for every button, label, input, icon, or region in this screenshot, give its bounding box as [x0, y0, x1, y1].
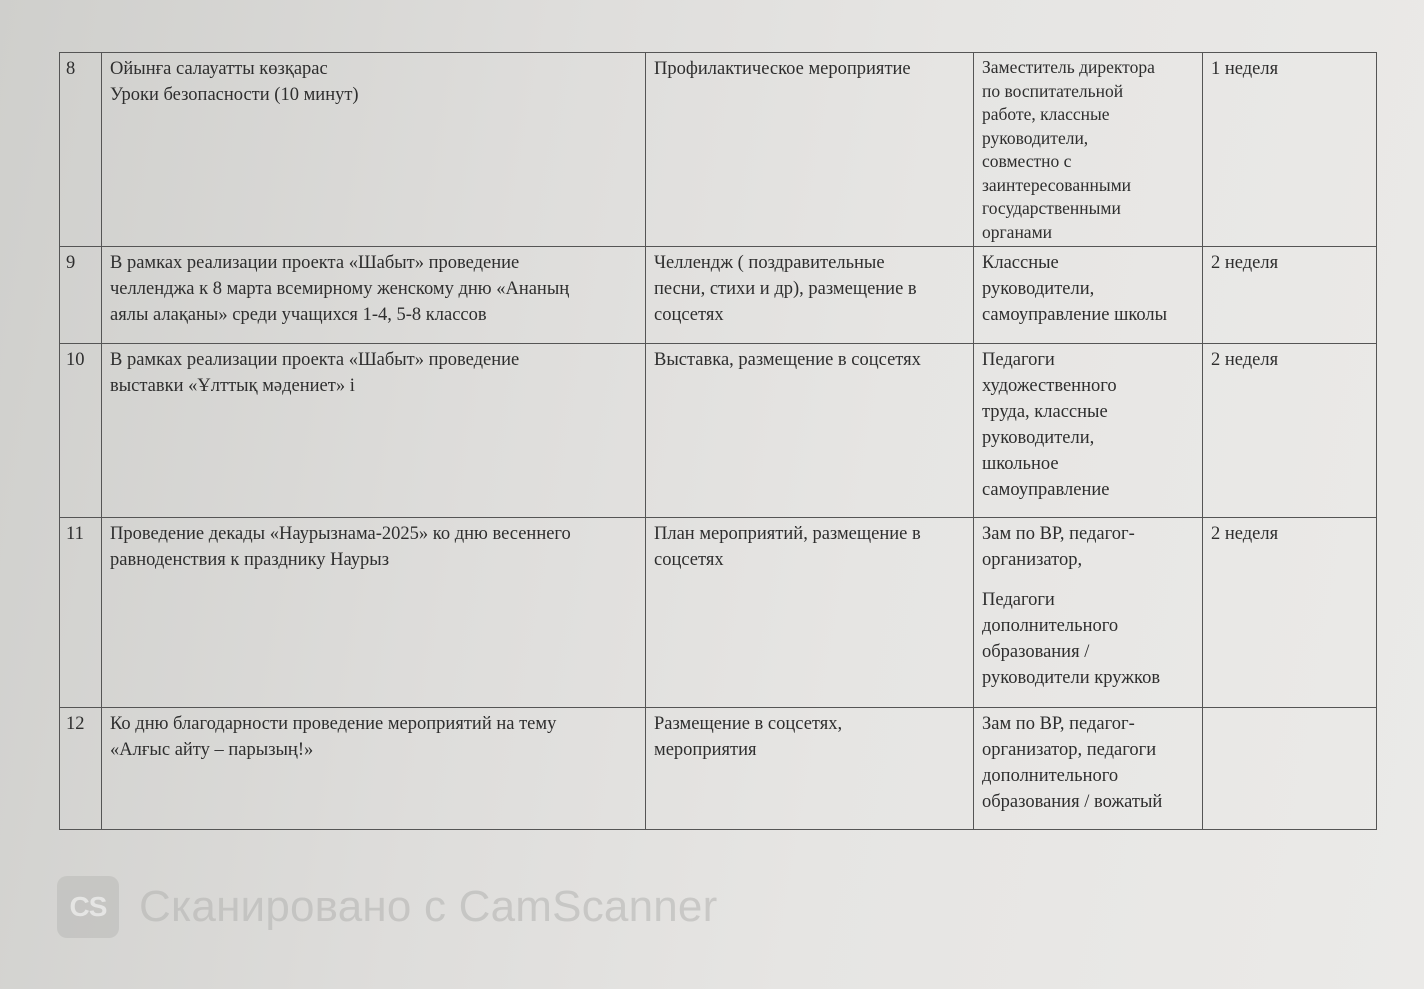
event-title: Ко дню благодарности проведение мероприятий на тему «Алғыс айту – парызың!»	[102, 708, 646, 830]
camscanner-logo-icon	[57, 876, 119, 938]
responsible-persons: Педагоги художественного труда, классные руководители, школьное самоуправление	[974, 344, 1203, 518]
event-term: 2 неделя	[1203, 247, 1377, 344]
table-row	[60, 53, 1377, 247]
table-row	[60, 344, 1377, 518]
events-plan-table	[59, 52, 1377, 830]
watermark-label: Сканировано с CamScanner	[139, 882, 718, 931]
event-title: Проведение декады «Наурызнама-2025» ко дню весеннего равноденствия к празднику Наурыз	[102, 518, 646, 708]
row-number: 10	[60, 344, 102, 518]
event-form: Профилактическое мероприятие	[646, 53, 974, 247]
event-title: Ойынға салауатты көзқарас Уроки безопасности (10 минут)	[102, 53, 646, 247]
event-term: 1 неделя	[1203, 53, 1377, 247]
event-term: 2 неделя	[1203, 518, 1377, 708]
event-form: Челлендж ( поздравительные песни, стихи и др), размещение в соцсетях	[646, 247, 974, 344]
camscanner-watermark	[57, 876, 717, 938]
table-row	[60, 247, 1377, 344]
responsible-persons: Заместитель директора по воспитательной работе, классные руководители, совместно с заинтересованными государственными органами	[974, 53, 1203, 247]
responsible-line-1: Зам по ВР, педагог- организатор,	[982, 524, 1135, 570]
responsible-persons	[974, 518, 1203, 708]
event-form: Выставка, размещение в соцсетях	[646, 344, 974, 518]
event-title: В рамках реализации проекта «Шабыт» проведение выставки «Ұлттық мәдениет» і	[102, 344, 646, 518]
table-row	[60, 708, 1377, 830]
event-form: План мероприятий, размещение в соцсетях	[646, 518, 974, 708]
table-row	[60, 518, 1377, 708]
row-number: 9	[60, 247, 102, 344]
event-term	[1203, 708, 1377, 830]
responsible-persons: Зам по ВР, педагог- организатор, педагоги дополнительного образования / вожатый	[974, 708, 1203, 830]
camscanner-logo-text: CS	[69, 891, 107, 922]
responsible-persons: Классные руководители, самоуправление школы	[974, 247, 1203, 344]
responsible-line-2: Педагоги дополнительного образования / руководители кружков	[982, 590, 1161, 688]
row-number: 11	[60, 518, 102, 708]
event-term: 2 неделя	[1203, 344, 1377, 518]
event-form: Размещение в соцсетях, мероприятия	[646, 708, 974, 830]
row-number: 8	[60, 53, 102, 247]
event-title: В рамках реализации проекта «Шабыт» проведение челленджа к 8 марта всемирному женскому дню «Ананың аялы алақаны» среди учащихся 1-4, 5-8 классов	[102, 247, 646, 344]
row-number: 12	[60, 708, 102, 830]
